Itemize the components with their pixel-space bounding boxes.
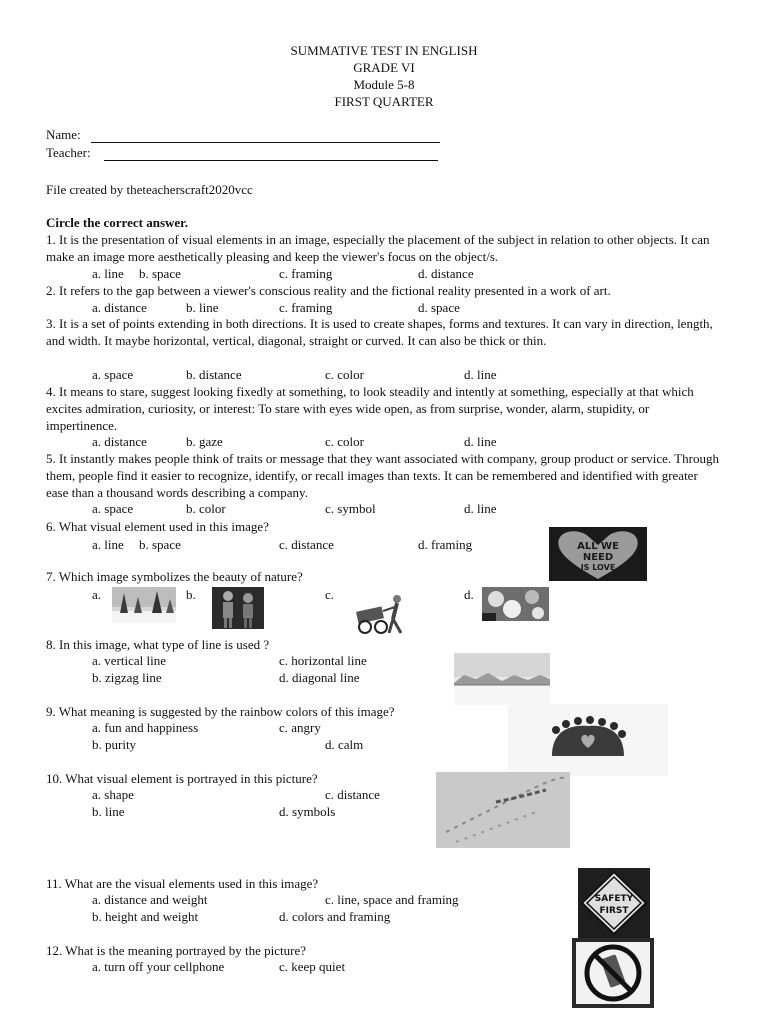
flowers-image[interactable] bbox=[482, 587, 549, 621]
choice-3c[interactable]: c. color bbox=[325, 367, 364, 382]
name-label: Name: bbox=[46, 127, 81, 142]
svg-text:ALL WE: ALL WE bbox=[577, 541, 619, 552]
choice-9a[interactable]: a. fun and happiness bbox=[92, 720, 199, 735]
choice-10a[interactable]: a. shape bbox=[92, 787, 134, 802]
cart-image[interactable] bbox=[343, 589, 413, 637]
question-4: 4. It means to stare, suggest looking fixedly at something, to look steadily and intently at something, especially at that which excites admiration, curiosity, or interest: To stare with eyes wide open, as from surprise, wonder, alarm, stupidity, or impertinence. bbox=[46, 384, 694, 433]
choice-10d[interactable]: d. symbols bbox=[279, 804, 336, 819]
choice-11a[interactable]: a. distance and weight bbox=[92, 892, 208, 907]
sign-text-safety: SAFETY bbox=[594, 894, 634, 904]
choice-8a[interactable]: a. vertical line bbox=[92, 653, 166, 668]
quarter-label: FIRST QUARTER bbox=[334, 94, 434, 109]
choice-6c[interactable]: c. distance bbox=[279, 537, 334, 552]
question-6: 6. What visual element used in this image? bbox=[46, 519, 269, 534]
choice-10c[interactable]: c. distance bbox=[325, 787, 380, 802]
choice-4b[interactable]: b. gaze bbox=[186, 434, 223, 449]
choice-4a[interactable]: a. distance bbox=[92, 434, 147, 449]
choice-6d[interactable]: d. framing bbox=[418, 537, 473, 552]
choice-10b[interactable]: b. line bbox=[92, 804, 125, 819]
choice-5c[interactable]: c. symbol bbox=[325, 501, 376, 516]
choice-12c[interactable]: c. keep quiet bbox=[279, 959, 346, 974]
choice-5d[interactable]: d. line bbox=[464, 501, 497, 516]
choice-9d[interactable]: d. calm bbox=[325, 737, 364, 752]
question-7: 7. Which image symbolizes the beauty of nature? bbox=[46, 569, 303, 584]
question-8: 8. In this image, what type of line is used ? bbox=[46, 637, 270, 652]
crowd-heart-image bbox=[508, 704, 668, 776]
question-1: 1. It is the presentation of visual elements in an image, especially the placement of the subject in relation to other objects. It can make an image more aesthetically pleasing and keep the viewer's focus on the object/s. bbox=[46, 232, 710, 264]
question-12: 12. What is the meaning portrayed by the picture? bbox=[46, 943, 307, 958]
choice-3a[interactable]: a. space bbox=[92, 367, 134, 382]
choice-7c[interactable]: c. bbox=[325, 587, 335, 602]
sign-text-first: FIRST bbox=[599, 906, 629, 916]
horizon-landscape-image bbox=[454, 653, 550, 705]
test-title: SUMMATIVE TEST IN ENGLISH bbox=[290, 43, 478, 58]
choice-6b[interactable]: b. space bbox=[139, 537, 181, 552]
svg-text:NEED: NEED bbox=[582, 552, 614, 563]
svg-text:IS LOVE: IS LOVE bbox=[580, 563, 616, 572]
question-9: 9. What meaning is suggested by the rainbow colors of this image? bbox=[46, 704, 395, 719]
question-2: 2. It refers to the gap between a viewer's conscious reality and the fictional reality presented in a work of art. bbox=[46, 283, 611, 298]
choice-5b[interactable]: b. color bbox=[186, 501, 226, 516]
love-heart-image bbox=[549, 527, 647, 581]
teacher-field[interactable] bbox=[104, 160, 438, 161]
teacher-label: Teacher: bbox=[46, 145, 91, 160]
no-phone-sign-image bbox=[572, 938, 654, 1008]
choice-11b[interactable]: b. height and weight bbox=[92, 909, 199, 924]
choice-3d[interactable]: d. line bbox=[464, 367, 497, 382]
choice-8d[interactable]: d. diagonal line bbox=[279, 670, 360, 685]
choice-9c[interactable]: c. angry bbox=[279, 720, 321, 735]
winter-trees-image[interactable] bbox=[112, 587, 176, 623]
name-field[interactable] bbox=[91, 142, 440, 143]
choice-8c[interactable]: c. horizontal line bbox=[279, 653, 367, 668]
safety-first-sign-image bbox=[578, 868, 650, 938]
choice-2a[interactable]: a. distance bbox=[92, 300, 147, 315]
choice-11d[interactable]: d. colors and framing bbox=[279, 909, 391, 924]
module-label: Module 5-8 bbox=[353, 77, 415, 92]
footprints-image bbox=[436, 772, 570, 848]
question-3: 3. It is a set of points extending in both directions. It is used to create shapes, forms and textures. It can vary in direction, length, and width. It maybe horizontal, vertical, diagonal, straight or curved. It can also be thick or thin. bbox=[46, 316, 713, 348]
choice-1b[interactable]: b. space bbox=[139, 266, 181, 281]
choice-9b[interactable]: b. purity bbox=[92, 737, 137, 752]
choice-2c[interactable]: c. framing bbox=[279, 300, 333, 315]
choice-5a[interactable]: a. space bbox=[92, 501, 134, 516]
question-11: 11. What are the visual elements used in this image? bbox=[46, 876, 319, 891]
question-10: 10. What visual element is portrayed in this picture? bbox=[46, 771, 318, 786]
choice-12a[interactable]: a. turn off your cellphone bbox=[92, 959, 225, 974]
choice-3b[interactable]: b. distance bbox=[186, 367, 242, 382]
choice-2d[interactable]: d. space bbox=[418, 300, 460, 315]
choice-8b[interactable]: b. zigzag line bbox=[92, 670, 162, 685]
choice-7a[interactable]: a. bbox=[92, 587, 102, 602]
choice-6a[interactable]: a. line bbox=[92, 537, 124, 552]
choice-7d[interactable]: d. bbox=[464, 587, 474, 602]
people-image[interactable] bbox=[212, 587, 264, 629]
instruction: Circle the correct answer. bbox=[46, 215, 188, 230]
file-credit: File created by theteacherscraft2020vcc bbox=[46, 182, 253, 197]
grade-label: GRADE VI bbox=[353, 60, 415, 75]
choice-1a[interactable]: a. line bbox=[92, 266, 124, 281]
choice-1d[interactable]: d. distance bbox=[418, 266, 474, 281]
choice-7b[interactable]: b. bbox=[186, 587, 196, 602]
choice-4c[interactable]: c. color bbox=[325, 434, 364, 449]
choice-4d[interactable]: d. line bbox=[464, 434, 497, 449]
choice-1c[interactable]: c. framing bbox=[279, 266, 333, 281]
question-5: 5. It instantly makes people think of traits or message that they want associated with company, group product or service. Through them, people find it easier to recognize, identify, or recall images than texts. It can be remembered and identified with greater ease than a thousand words describing a company. bbox=[46, 451, 719, 500]
choice-2b[interactable]: b. line bbox=[186, 300, 219, 315]
choice-11c[interactable]: c. line, space and framing bbox=[325, 892, 459, 907]
